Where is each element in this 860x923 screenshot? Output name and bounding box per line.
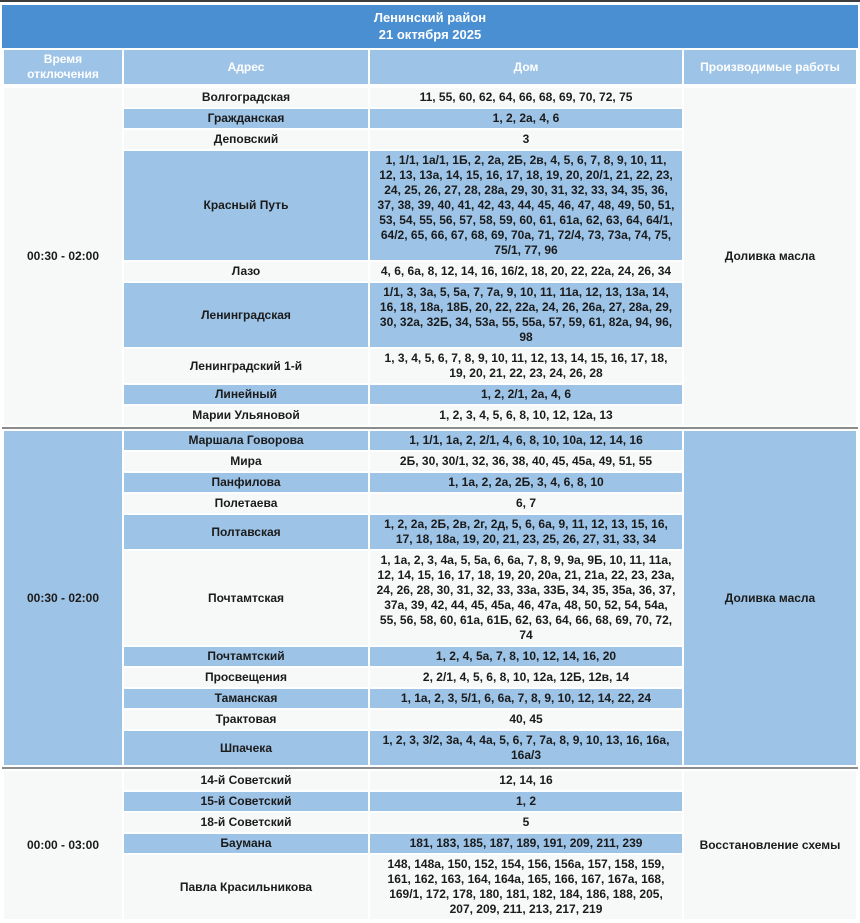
street-cell: Волгоградская (124, 88, 368, 107)
street-cell: Почтамтская (124, 551, 368, 645)
houses-cell: 1, 1/1, 1а, 2, 2/1, 4, 6, 8, 10, 10а, 12, 14, 16 (370, 431, 682, 450)
street-cell: Полетаева (124, 494, 368, 513)
street-cell: Просвещения (124, 668, 368, 687)
table-body (2, 86, 858, 921)
houses-cell: 1, 1/1, 1а/1, 1Б, 2, 2а, 2Б, 2в, 4, 5, 6, 7, 8, 9, 10, 11, 12, 13, 13а, 14, 15, 16, 17, 18, 19, 20, 20/1, 21, 22, 23, 24, 25, 26, 27, 28, 28а, 29, 30, 31, 32, 33, 34, 35, 36, 37, 38, 39, 40, 41, 42, 43, 44, 45, 46, 47, 48, 49, 50, 51, 53, 54, 55, 56, 57, 58, 59, 60, 61, 61а, 62, 63, 64, 64/1, 64/2, 65, 66, 67, 68, 69, 70а, 71, 72/4, 73, 73а, 74, 75, 75/1, 77, 96 (370, 151, 682, 260)
column-header-address: Адрес (124, 50, 368, 84)
houses-cell: 1, 1а, 2, 3, 5/1, 6, 6а, 7, 8, 9, 10, 12, 14, 22, 24 (370, 689, 682, 708)
houses-cell: 2Б, 30, 30/1, 32, 36, 38, 40, 45, 45а, 49, 51, 55 (370, 452, 682, 471)
street-cell: Павла Красильникова (124, 855, 368, 919)
street-cell: Трактовая (124, 710, 368, 729)
column-header-time: Время отключения (4, 50, 122, 84)
houses-cell: 148, 148а, 150, 152, 154, 156, 156а, 157, 158, 159, 161, 162, 163, 164, 164а, 165, 166, 167, 167а, 168, 169/1, 172, 178, 180, 181, 182, 184, 186, 188, 205, 207, 209, 211, 213, 217, 219 (370, 855, 682, 919)
houses-cell: 1, 1а, 2, 3, 4а, 5, 5а, 6, 6а, 7, 8, 9, 9а, 9Б, 10, 11, 11а, 12, 14, 15, 16, 17, 18, 19, 20, 20а, 21, 21а, 22, 23, 23а, 24, 26, 28, 30, 31, 32, 33, 33а, 33Б, 34, 35, 35а, 36, 37, 37а, 39, 42, 44, 45, 45а, 46, 47а, 48, 50, 52, 54, 54а, 55, 56, 58, 60, 61а, 61Б, 62, 63, 64, 66, 68, 69, 70, 72, 74 (370, 551, 682, 645)
outage-group-table (2, 429, 858, 767)
houses-cell: 40, 45 (370, 710, 682, 729)
outage-group-table (2, 769, 858, 921)
table-row (4, 88, 856, 107)
work-cell: Восстановление схемы (684, 771, 856, 919)
houses-cell: 1, 2 (370, 792, 682, 811)
houses-cell: 1/1, 3, 3а, 5, 5а, 7, 7а, 9, 10, 11, 11а, 12, 13, 13а, 14, 16, 18, 18а, 18Б, 20, 22, 22а, 24, 26, 26а, 27, 28а, 29, 30, 32а, 32Б, 34, 53а, 55, 55а, 57, 59, 61, 82а, 94, 96, 98 (370, 283, 682, 347)
houses-cell: 1, 2, 2/1, 2а, 4, 6 (370, 385, 682, 404)
time-cell: 00:00 - 03:00 (4, 771, 122, 919)
street-cell: Панфилова (124, 473, 368, 492)
street-cell: Шпачека (124, 731, 368, 765)
houses-cell: 5 (370, 813, 682, 832)
houses-cell: 1, 2, 2а, 4, 6 (370, 109, 682, 128)
street-cell: Баумана (124, 834, 368, 853)
houses-cell: 1, 2, 3, 4, 5, 6, 8, 10, 12, 12а, 13 (370, 406, 682, 425)
street-cell: Красный Путь (124, 151, 368, 260)
houses-cell: 12, 14, 16 (370, 771, 682, 790)
table-row (4, 771, 856, 790)
street-cell: Линейный (124, 385, 368, 404)
houses-cell: 1, 3, 4, 5, 6, 7, 8, 9, 10, 11, 12, 13, 14, 15, 16, 17, 18, 19, 20, 21, 22, 23, 24, 26, 28 (370, 349, 682, 383)
houses-cell: 2, 2/1, 4, 5, 6, 8, 10, 12а, 12Б, 12в, 14 (370, 668, 682, 687)
street-cell: Марии Ульяновой (124, 406, 368, 425)
outage-group-table (2, 86, 858, 427)
street-cell: Мира (124, 452, 368, 471)
district-title: Ленинский район (373, 10, 487, 25)
houses-cell: 11, 55, 60, 62, 64, 66, 68, 69, 70, 72, 75 (370, 88, 682, 107)
street-cell: 18-й Советский (124, 813, 368, 832)
houses-cell: 3 (370, 130, 682, 149)
street-cell: Лазо (124, 262, 368, 281)
houses-cell: 4, 6, 6а, 8, 12, 14, 16, 16/2, 18, 20, 22, 22а, 24, 26, 34 (370, 262, 682, 281)
street-cell: Ленинградский 1-й (124, 349, 368, 383)
houses-cell: 6, 7 (370, 494, 682, 513)
houses-cell: 1, 2, 2а, 2Б, 2в, 2г, 2д, 5, 6, 6а, 9, 11, 12, 13, 15, 16, 17, 18, 18а, 19, 20, 21, 23, 25, 26, 27, 31, 33, 34 (370, 515, 682, 549)
street-cell: 14-й Советский (124, 771, 368, 790)
column-header-work: Производимые работы (684, 50, 856, 84)
houses-cell: 1, 1а, 2, 2а, 2Б, 3, 4, 6, 8, 10 (370, 473, 682, 492)
houses-cell: 1, 2, 3, 3/2, 3а, 4, 4а, 5, 6, 7, 7а, 8, 9, 10, 13, 16, 16а, 16а/3 (370, 731, 682, 765)
street-cell: Почтамтский (124, 647, 368, 666)
table-row (4, 431, 856, 450)
time-cell: 00:30 - 02:00 (4, 88, 122, 425)
street-cell: Полтавская (124, 515, 368, 549)
street-cell: 15-й Советский (124, 792, 368, 811)
street-cell: Ленинградская (124, 283, 368, 347)
houses-cell: 1, 2, 4, 5а, 7, 8, 10, 12, 14, 16, 20 (370, 647, 682, 666)
houses-cell: 181, 183, 185, 187, 189, 191, 209, 211, 239 (370, 834, 682, 853)
street-cell: Маршала Говорова (124, 431, 368, 450)
street-cell: Гражданская (124, 109, 368, 128)
work-cell: Доливка масла (684, 431, 856, 765)
table-title (2, 5, 858, 48)
time-cell: 00:30 - 02:00 (4, 431, 122, 765)
column-header-house: Дом (370, 50, 682, 84)
column-header-row (2, 48, 858, 86)
street-cell: Деповский (124, 130, 368, 149)
work-cell: Доливка масла (684, 88, 856, 425)
street-cell: Таманская (124, 689, 368, 708)
schedule-date: 21 октября 2025 (378, 27, 482, 42)
